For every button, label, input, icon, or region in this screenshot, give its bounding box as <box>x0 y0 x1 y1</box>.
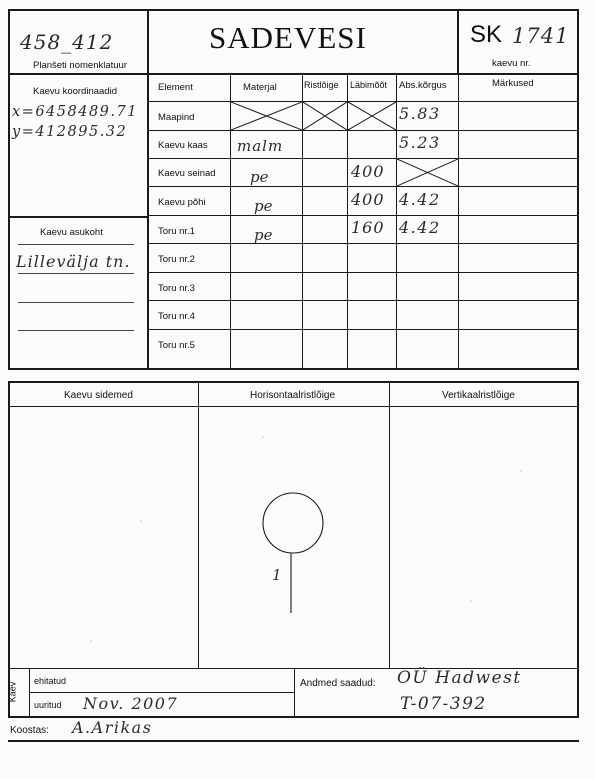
col-header-element: Element <box>158 82 193 93</box>
row-label-toru-5: Toru nr.5 <box>158 340 195 351</box>
row-label-kaevu-kaas: Kaevu kaas <box>158 140 208 151</box>
sketch-header-horizontal: Horisontaalristlõige <box>250 390 336 401</box>
cell-toru1-abs-height: 4.42 <box>399 218 441 237</box>
col-header-diameter: Läbimõõt <box>350 80 388 90</box>
surveyed-value: Nov. 2007 <box>83 694 179 713</box>
cell-kaas-abs-height: 5.23 <box>399 133 441 152</box>
row-label-maapind: Maapind <box>158 112 195 123</box>
well-number-label: kaevu nr. <box>492 58 531 69</box>
compiled-label: Koostas: <box>10 725 49 736</box>
crossed-cell-seinad-abskorgus <box>397 159 458 186</box>
row-label-toru-1: Toru nr.1 <box>158 226 195 237</box>
cell-pohi-abs-height: 4.42 <box>399 190 441 209</box>
map-sheet-value: 458_412 <box>20 30 114 54</box>
col-header-material: Materjal <box>243 82 277 93</box>
coordinate-y: y=412895.32 <box>12 124 128 140</box>
col-header-abs-height: Abs.kõrgus <box>399 80 447 91</box>
well-prefix: SK <box>470 21 503 48</box>
map-sheet-label: Planšeti nomenklatuur <box>33 60 127 71</box>
cell-seinad-diameter: 400 <box>351 162 385 181</box>
location-label: Kaevu asukoht <box>40 227 103 238</box>
location-value: Lillevälja tn. <box>16 252 131 271</box>
row-label-kaevu-pohi: Kaevu põhi <box>158 197 206 208</box>
well-side-label: Kaev <box>7 681 18 703</box>
compiled-value: A.Arikas <box>72 718 153 737</box>
data-from-ref: T-07-392 <box>400 694 487 714</box>
cell-pohi-material: pe <box>254 197 273 215</box>
well-number: 1741 <box>512 24 570 48</box>
data-from-label: Andmed saadud: <box>300 678 376 689</box>
row-label-toru-4: Toru nr.4 <box>158 311 195 322</box>
data-from-value: OÜ Hadwest <box>397 668 522 688</box>
cell-seinad-material: pe <box>250 168 269 186</box>
cell-pohi-diameter: 400 <box>351 190 385 209</box>
crossed-cell-maapind-labimoot <box>348 102 396 130</box>
cell-maapind-abs-height: 5.83 <box>399 104 441 123</box>
coordinates-label: Kaevu koordinaadid <box>33 86 117 97</box>
surveyed-label: uuritud <box>34 700 62 710</box>
row-label-toru-3: Toru nr.3 <box>158 283 195 294</box>
cell-toru1-material: pe <box>254 226 273 244</box>
sketch-header-connections: Kaevu sidemed <box>64 390 133 401</box>
row-label-toru-2: Toru nr.2 <box>158 254 195 265</box>
cell-toru1-diameter: 160 <box>351 218 385 237</box>
coordinate-x: x=6458489.71 <box>12 104 138 120</box>
col-header-cross-section: Ristlõige <box>304 80 339 90</box>
cell-kaas-material: malm <box>237 137 284 155</box>
built-label: ehitatud <box>34 676 67 686</box>
col-header-notes: Märkused <box>492 78 534 89</box>
manhole-plan-drawing <box>255 485 335 615</box>
crossed-cell-maapind-materjal <box>231 102 302 130</box>
pipe-label: 1 <box>272 566 282 584</box>
crossed-cell-maapind-ristloige <box>303 102 347 130</box>
sketch-header-vertical: Vertikaalristlõige <box>442 390 515 401</box>
row-label-kaevu-seinad: Kaevu seinad <box>158 168 216 179</box>
form-title: SADEVESI <box>209 20 367 55</box>
